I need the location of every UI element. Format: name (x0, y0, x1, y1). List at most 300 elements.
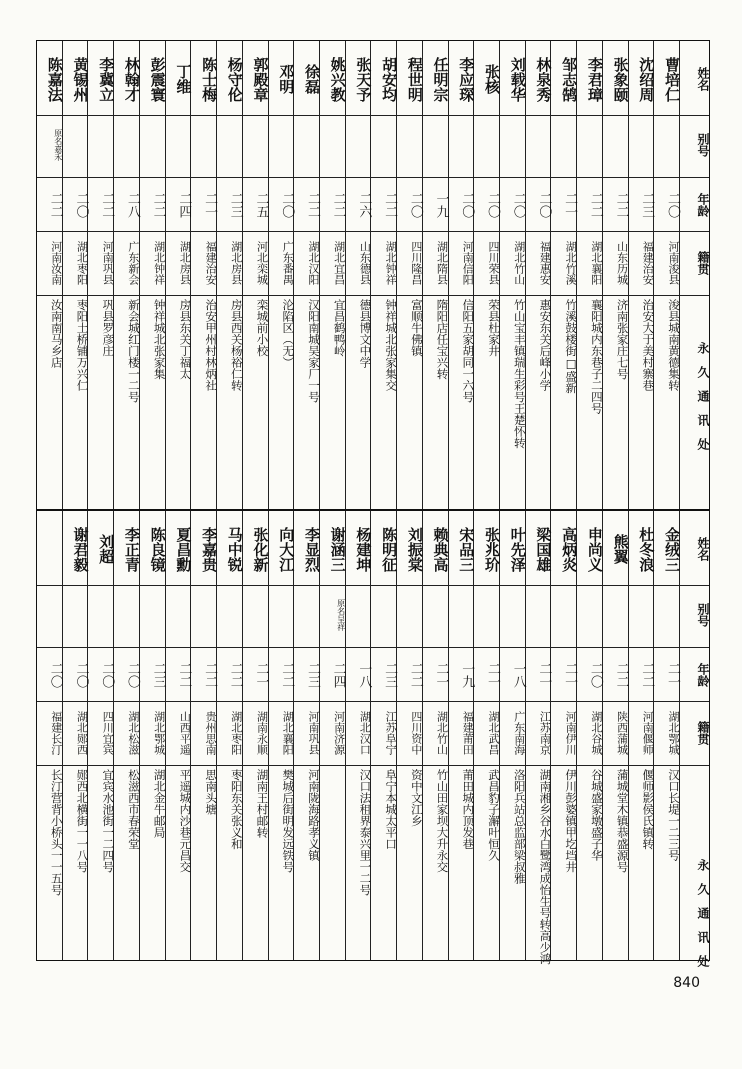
person-name: 陈明征 (380, 526, 399, 572)
person-address: 济南张家庄七号 (615, 299, 630, 380)
record-column (139, 511, 165, 960)
person-name: 陈士梅 (200, 56, 219, 102)
person-name: 张天予 (354, 56, 373, 102)
person-age: 二二 (176, 662, 192, 688)
person-native-place: 湖北房县 (178, 241, 192, 285)
person-native-place: 河南偃师 (641, 711, 655, 755)
record-column (242, 41, 268, 509)
record-column (87, 511, 116, 960)
record-column (268, 511, 294, 960)
row-divider (37, 701, 709, 702)
person-native-place: 湖北鄂城 (152, 711, 166, 755)
person-age: 二二 (227, 662, 243, 688)
person-address: 治安甲州村林炳社 (204, 299, 219, 391)
person-alias (423, 587, 448, 643)
person-name: 邹志鹄 (560, 56, 579, 102)
person-name: 高炳炎 (560, 526, 579, 572)
person-address: 治安大于美村寨巷 (641, 299, 656, 391)
person-age: 二二 (47, 192, 63, 218)
person-name: 赖典高 (431, 526, 450, 572)
person-name: 马中锐 (225, 526, 244, 572)
person-alias (243, 587, 268, 643)
person-age: 一九 (433, 192, 449, 218)
row-divider (37, 647, 709, 648)
person-alias (217, 117, 242, 173)
person-alias (269, 117, 294, 173)
person-alias: 原名嘉禾 (53, 129, 63, 161)
person-native-place: 湖北郧西 (75, 711, 89, 755)
header-name: 姓名 (696, 67, 710, 91)
person-address: 樊城后街明发远铁号 (281, 769, 296, 873)
person-alias (500, 587, 525, 643)
person-address: 汉口长堤一二三号 (667, 769, 681, 861)
person-native-place: 福建治安 (204, 241, 218, 285)
record-column (370, 41, 399, 509)
header-alias: 别号 (696, 603, 710, 627)
person-native-place: 湖北武昌 (486, 711, 500, 755)
person-address: 长汀营背小桥头一一五号 (49, 769, 64, 896)
person-age: 二〇 (665, 192, 680, 218)
person-native-place: 湖北枣阳 (75, 241, 89, 285)
person-alias (629, 117, 654, 173)
record-column (499, 511, 525, 960)
person-name: 梁国雄 (534, 526, 553, 572)
person-native-place: 河南济源 (332, 711, 346, 755)
person-native-place: 山东德县 (358, 241, 372, 285)
person-alias (243, 117, 268, 173)
person-alias (551, 587, 576, 643)
person-native-place: 湖北枣阳 (229, 711, 243, 755)
record-column (37, 41, 62, 509)
page-number: 840 (673, 975, 700, 991)
person-native-place: 河南信阳 (461, 241, 475, 285)
row-divider (37, 177, 709, 178)
person-age: 二〇 (73, 662, 89, 688)
person-age: 二五 (253, 192, 269, 218)
person-name: 夏昌勳 (174, 526, 193, 572)
person-age: 二一 (536, 662, 552, 688)
person-address: 武昌豹子澥叶恒久 (486, 769, 501, 861)
record-column (293, 41, 319, 509)
person-address: 竹山宝丰镇瑞生彩号王楚怀转 (512, 299, 527, 449)
person-address: 郧西北横街一一八号 (75, 769, 90, 873)
person-address: 蒲城堂木镇恭盛源号 (615, 769, 630, 873)
person-name: 李显烈 (302, 526, 321, 572)
person-alias (449, 587, 474, 643)
person-native-place: 广东新会 (126, 241, 140, 285)
record-column (62, 41, 88, 509)
person-age: 二三 (639, 192, 655, 218)
record-column (62, 511, 88, 960)
header-address: 永久通讯处 (696, 859, 710, 979)
person-name: 姚兴教 (328, 56, 347, 102)
record-column (139, 41, 165, 509)
person-name (37, 515, 62, 583)
person-name: 申尚义 (585, 526, 604, 572)
person-name: 林翰才 (122, 56, 141, 102)
record-column (422, 41, 448, 509)
person-alias (294, 117, 319, 173)
person-address: 竹溪鼓楼街□盛新 (564, 299, 579, 394)
record-column (576, 41, 602, 509)
record-column (242, 511, 268, 960)
row-divider (37, 115, 709, 116)
person-native-place: 河南伊川 (564, 711, 578, 755)
person-address: 巩县罗彦庄 (101, 299, 116, 357)
record-column (628, 41, 654, 509)
record-column (345, 41, 371, 509)
record-column (525, 41, 551, 509)
person-name: 刘振棠 (405, 526, 424, 572)
person-address: 宜昌鹤鸭岭 (332, 299, 347, 357)
person-native-place: 四川荣县 (486, 241, 500, 285)
person-native-place: 河南汝南 (49, 241, 63, 285)
person-alias (371, 117, 396, 173)
person-name: 丁维 (174, 64, 193, 94)
person-name: 谢君毅 (71, 526, 90, 572)
person-alias (397, 117, 422, 173)
person-alias (63, 117, 88, 173)
person-alias (114, 587, 139, 643)
person-alias (114, 117, 139, 173)
person-address: 荣县杜家井 (486, 299, 501, 357)
person-native-place: 福建长汀 (49, 711, 63, 755)
person-name: 向大江 (277, 526, 296, 572)
person-age: 二〇 (99, 662, 115, 688)
person-address: 浚县城南黄德集转 (667, 299, 681, 391)
person-name: 任明宗 (431, 56, 450, 102)
person-native-place: 江苏阜宁 (384, 711, 398, 755)
header-native: 籍贯 (696, 721, 710, 745)
record-column (576, 511, 602, 960)
person-address: 河南陇海路孝义镇 (306, 769, 321, 861)
record-column (396, 511, 422, 960)
person-address: 阜宁本城太平口 (384, 769, 399, 850)
person-native-place: 湖北隋县 (435, 241, 449, 285)
person-age: 二三 (304, 662, 320, 688)
person-age: 二〇 (587, 662, 603, 688)
person-native-place: 福建莆田 (461, 711, 475, 755)
record-column (550, 511, 579, 960)
person-alias (371, 587, 396, 643)
person-name: 刘载华 (508, 56, 527, 102)
person-name: 张化新 (251, 526, 270, 572)
person-address: 洛阳兵站总监部梁叔雅 (512, 769, 527, 884)
person-alias (474, 587, 499, 643)
person-name: 陈良镜 (148, 526, 167, 572)
person-alias (217, 587, 242, 643)
person-age: 二三 (150, 662, 166, 688)
person-native-place: 福建惠安 (538, 241, 552, 285)
record-column (87, 41, 116, 509)
person-native-place: 河南巩县 (101, 241, 115, 285)
person-age: 二一 (202, 192, 218, 218)
person-age: 二一 (562, 192, 578, 218)
record-column (293, 511, 319, 960)
person-alias (603, 587, 628, 643)
person-name: 程世明 (405, 56, 424, 102)
bottom-table (36, 510, 710, 979)
person-address: 汝南南马乡店 (49, 299, 64, 368)
person-native-place: 山西平遥 (178, 711, 192, 755)
person-alias (500, 117, 525, 173)
record-column (113, 511, 139, 960)
record-column (370, 511, 399, 960)
person-native-place: 四川资中 (409, 711, 423, 755)
record-column (268, 41, 294, 509)
person-name: 谢涵三 (328, 526, 347, 572)
row-divider (37, 231, 709, 232)
person-name: 叶先泽 (508, 526, 527, 572)
row-divider (37, 765, 709, 766)
person-native-place: 四川宜宾 (101, 711, 115, 755)
person-alias (37, 587, 62, 643)
person-alias (269, 587, 294, 643)
record-column (448, 41, 474, 509)
person-address: 平遥城内沙巷元昌交 (178, 769, 193, 873)
person-name: 杨建坤 (354, 526, 373, 572)
header-age: 年龄 (696, 663, 710, 687)
person-native-place: 湖北宜昌 (332, 241, 346, 285)
person-native-place: 湖北汉口 (358, 711, 372, 755)
record-column (653, 511, 679, 960)
person-address: 富顺牛佛镇 (409, 299, 424, 357)
record-column (473, 41, 499, 509)
person-name: 宋品三 (457, 526, 476, 572)
person-name: 林泉秀 (534, 56, 553, 102)
person-alias (449, 117, 474, 173)
person-name: 杨守伦 (225, 56, 244, 102)
record-column (113, 41, 139, 509)
header-age: 年龄 (696, 193, 710, 217)
person-name: 徐磊 (302, 64, 321, 94)
record-column (602, 41, 628, 509)
person-alias (423, 117, 448, 173)
person-alias (191, 587, 216, 643)
person-name: 李君璋 (585, 56, 604, 102)
person-age: 二二 (613, 192, 629, 218)
person-native-place: 河南浚县 (667, 241, 680, 285)
person-native-place: 湖北竹山 (512, 241, 526, 285)
record-column (473, 511, 499, 960)
row-divider (37, 585, 709, 586)
person-native-place: 湖北襄阳 (589, 241, 603, 285)
person-age: 二八 (124, 192, 140, 218)
record-column (319, 41, 345, 509)
person-age: 二四 (176, 192, 192, 218)
record-column (165, 41, 191, 509)
person-alias (397, 587, 422, 643)
person-address: 竹山田家坝大升永交 (435, 769, 450, 873)
person-alias (88, 587, 113, 643)
person-alias (294, 587, 319, 643)
header-column (679, 41, 709, 509)
record-column (499, 41, 525, 509)
person-native-place: 湖北汉阳 (306, 241, 320, 285)
person-age: 一八 (510, 662, 526, 688)
person-name: 沈绍周 (637, 56, 656, 102)
record-column (422, 511, 448, 960)
person-age: 二三 (382, 662, 398, 688)
person-native-place: 湖北钟祥 (384, 241, 398, 285)
person-address: 德县博文中学 (358, 299, 373, 368)
header-name: 姓名 (696, 537, 710, 561)
person-alias: 原名呈祥 (336, 599, 346, 631)
person-address: 房县东关丁福太 (178, 299, 193, 380)
person-name: 熊翼 (611, 534, 630, 564)
person-address: 思南头塘 (204, 769, 219, 815)
header-alias: 别号 (696, 133, 710, 157)
person-address: 宜宾水池街一二四号 (101, 769, 116, 873)
person-alias (166, 587, 191, 643)
record-column (216, 511, 242, 960)
person-native-place: 福建治安 (641, 241, 655, 285)
record-column (345, 511, 371, 960)
person-native-place: 贵州思南 (204, 711, 218, 755)
person-native-place: 河北栾城 (255, 241, 269, 285)
person-alias (526, 587, 551, 643)
person-alias (63, 587, 88, 643)
record-column (190, 41, 219, 509)
person-address: 枣阳东关张义和 (229, 769, 244, 850)
person-native-place: 江苏南京 (538, 711, 552, 755)
person-native-place: 湖北竹山 (435, 711, 449, 755)
record-column (525, 511, 553, 965)
person-address: 湖北金牛邮局 (152, 769, 167, 838)
person-alias (577, 587, 602, 643)
person-address: 襄阳城内东巷子二四号 (589, 299, 604, 414)
person-native-place: 湖北松滋 (126, 711, 140, 755)
person-age: 二〇 (124, 662, 140, 688)
person-address: 房县西关杨裕仁转 (229, 299, 244, 391)
record-column (165, 511, 191, 960)
record-column (190, 511, 219, 960)
person-age: 二一 (433, 662, 449, 688)
person-name: 张兆玠 (482, 526, 501, 572)
person-age: 二二 (202, 662, 218, 688)
record-column (396, 41, 422, 509)
person-native-place: 湖北房县 (229, 241, 243, 285)
person-age: 二六 (356, 192, 372, 218)
person-age: 一九 (459, 662, 475, 688)
person-age: 二二 (587, 192, 603, 218)
person-name: 黄锡州 (71, 56, 90, 102)
record-column (602, 511, 628, 960)
record-column (653, 41, 679, 509)
person-alias (526, 117, 551, 173)
person-address: 湖南湘乡谷水白鹭湾成怡生号转高少鸿 (538, 769, 553, 965)
header-native: 籍贯 (696, 251, 710, 275)
person-native-place: 湖北襄阳 (281, 711, 295, 755)
record-column (216, 41, 242, 509)
person-address: 枣阳土桥铺万兴仁 (75, 299, 90, 391)
person-name: 邓明 (277, 64, 296, 94)
person-age: 二二 (639, 662, 655, 688)
person-name: 杜冬浪 (637, 526, 656, 572)
person-name: 陈嘉法 (45, 56, 64, 102)
person-alias (603, 117, 628, 173)
person-address: 资中文江乡 (409, 769, 424, 827)
person-address: 谷城盛家墩盛子华 (589, 769, 604, 861)
person-alias (191, 117, 216, 173)
person-age: 二一 (562, 662, 578, 688)
person-age: 二〇 (510, 192, 526, 218)
person-name: 刘超 (97, 534, 116, 564)
person-age: 二三 (227, 192, 243, 218)
person-native-place: 四川隆昌 (409, 241, 423, 285)
person-alias (629, 587, 654, 643)
person-age: 二〇 (73, 192, 89, 218)
person-address: 新会城红门楼一二号 (126, 299, 141, 403)
person-age: 二一 (484, 662, 500, 688)
record-column (448, 511, 474, 960)
person-age: 二二 (330, 192, 346, 218)
person-native-place: 湖北鄂城 (667, 711, 680, 755)
person-address: 莆田城内顶发巷 (461, 769, 476, 850)
person-native-place: 湖北竹溪 (564, 241, 578, 285)
person-alias (551, 117, 576, 173)
person-alias (140, 587, 165, 643)
person-age: 一八 (356, 662, 372, 688)
person-alias (166, 117, 191, 173)
person-alias (577, 117, 602, 173)
person-address: 沦陷区（无） (281, 299, 296, 368)
person-address: 钟祥城北张家集交 (384, 299, 399, 391)
person-address (320, 769, 345, 1069)
person-name: 李正青 (122, 526, 141, 572)
person-age: 二二 (613, 662, 629, 688)
record-column (319, 511, 345, 960)
person-address: 偃师影侯氏镇转 (641, 769, 656, 850)
person-age: 二〇 (536, 192, 552, 218)
person-native-place: 湖北谷城 (589, 711, 603, 755)
person-alias (474, 117, 499, 173)
row-divider (37, 295, 709, 296)
person-age: 二〇 (484, 192, 500, 218)
person-age: 二二 (407, 662, 423, 688)
person-name: 胡安均 (380, 56, 399, 102)
top-table (36, 40, 710, 510)
person-age: 二二 (279, 662, 295, 688)
person-name: 金绒三 (663, 526, 681, 572)
person-address: 钟祥城北张家集 (152, 299, 167, 380)
person-address: 惠安东关后峰小学 (538, 299, 553, 391)
person-name: 彭震寰 (148, 56, 167, 102)
header-address: 永久通讯处 (696, 342, 710, 462)
person-name: 张象颐 (611, 56, 630, 102)
record-column (37, 511, 62, 960)
person-address: 汉口法租界泰兴里一二号 (358, 769, 373, 896)
person-name: 李冀立 (97, 56, 116, 102)
person-name: 郭殿章 (251, 56, 270, 102)
person-age: 二一 (253, 662, 269, 688)
person-native-place: 陕西蒲城 (615, 711, 629, 755)
person-age: 二〇 (47, 662, 63, 688)
person-age: 二〇 (459, 192, 475, 218)
person-age: 二二 (304, 192, 320, 218)
person-age: 二一 (665, 662, 680, 688)
person-alias (140, 117, 165, 173)
person-address: 信阳五家胡同一六号 (461, 299, 476, 403)
person-name: 李应琛 (457, 56, 476, 102)
person-address: 隋阳店任宝兴转 (435, 299, 450, 380)
person-native-place: 广东南海 (512, 711, 526, 755)
person-native-place: 河南巩县 (306, 711, 320, 755)
person-age: 二〇 (407, 192, 423, 218)
person-name: 张核 (482, 64, 501, 94)
person-native-place: 湖北钟祥 (152, 241, 166, 285)
person-alias (320, 117, 345, 173)
